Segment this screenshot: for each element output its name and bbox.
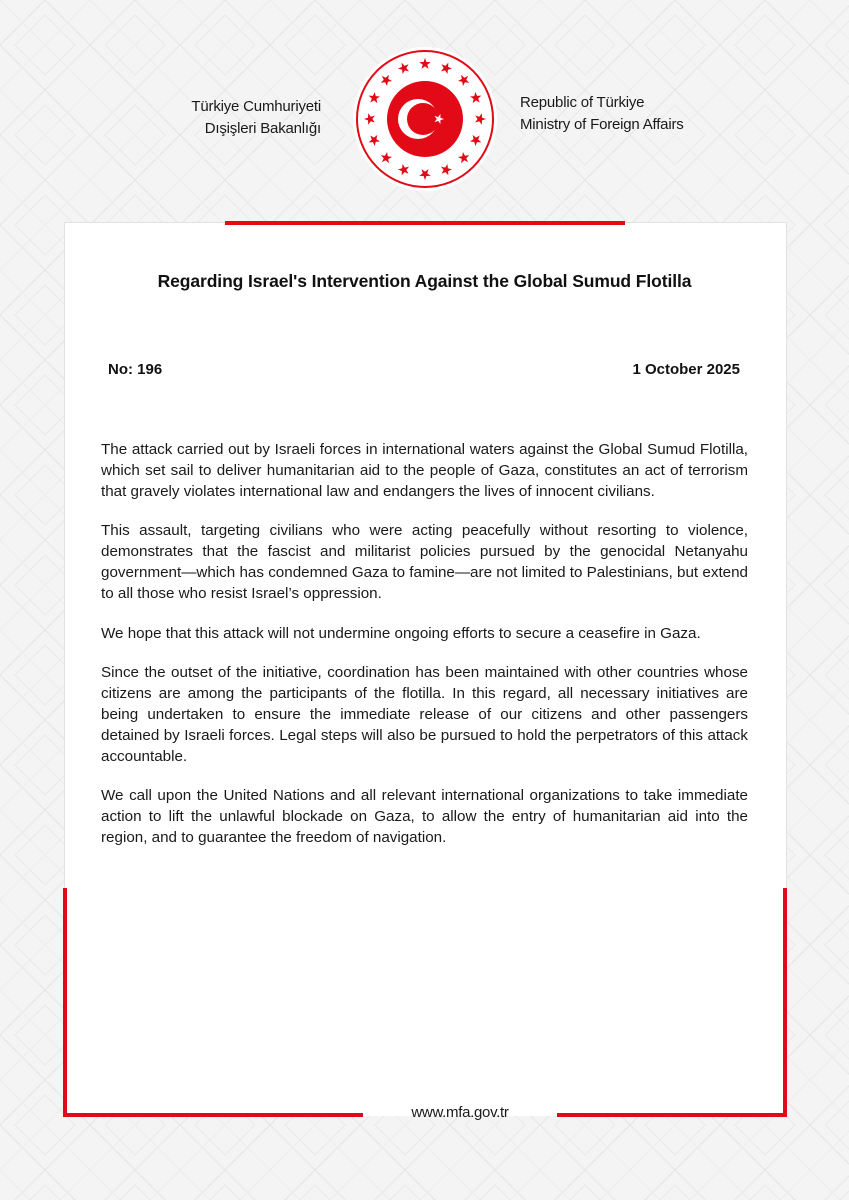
body-paragraph-4: Since the outset of the initiative, coordination has been maintained with other countries whose citizens are among the participants of the flotilla. In this regard, all necessary initiatives are being undertaken to ensure the immediate release of our citizens and other passengers detained by Israeli forces. Legal steps will also be pursued to hold the perpetrators of this attack accountable. [101, 664, 748, 765]
document-body [101, 440, 748, 868]
bottom-left-red-rule [63, 1113, 363, 1117]
footer-website-link[interactable]: www.mfa.gov.tr [411, 1104, 509, 1121]
top-red-rule [225, 221, 625, 225]
left-red-rule [63, 888, 67, 1116]
header-turkish-name [191, 96, 321, 140]
document-number: No: 196 [108, 361, 163, 378]
header-right-line1: Republic of Türkiye [520, 94, 645, 111]
header-english-name [520, 92, 684, 136]
header-left-line2: Dışişleri Bakanlığı [204, 120, 321, 137]
document-title: Regarding Israel's Intervention Against the Global Sumud Flotilla [157, 271, 692, 291]
body-paragraph-3: We hope that this attack will not undermine ongoing efforts to secure a ceasefire in Gaza. [101, 624, 701, 642]
body-paragraph-2: This assault, targeting civilians who were acting peacefully without resorting to violence, demonstrates that the fascist and militarist policies pursued by the genocidal Netanyahu government—which has condemned Gaza to famine—are not limited to Palestinians, but extend to all those who resist Israel’s oppression. [101, 522, 748, 602]
right-red-rule [783, 888, 787, 1116]
document-frame-lower [64, 916, 787, 1116]
header-left-line1: Türkiye Cumhuriyeti [191, 98, 321, 115]
body-paragraph-1: The attack carried out by Israeli forces in international waters against the Global Sumud Flotilla, which set sail to deliver humanitarian aid to the people of Gaza, constitutes an act of terrorism that gravely violates international law and endangers the lives of innocent civilians. [101, 441, 748, 500]
body-paragraph-5: We call upon the United Nations and all relevant international organizations to take immediate action to lift the unlawful blockade on Gaza, to allow the entry of humanitarian aid into the region, and to guarantee the freedom of navigation. [101, 787, 748, 846]
ministry-seal-icon [352, 46, 498, 192]
bottom-right-red-rule [557, 1113, 787, 1117]
document-date: 1 October 2025 [632, 361, 740, 378]
header-right-line2: Ministry of Foreign Affairs [520, 116, 684, 133]
